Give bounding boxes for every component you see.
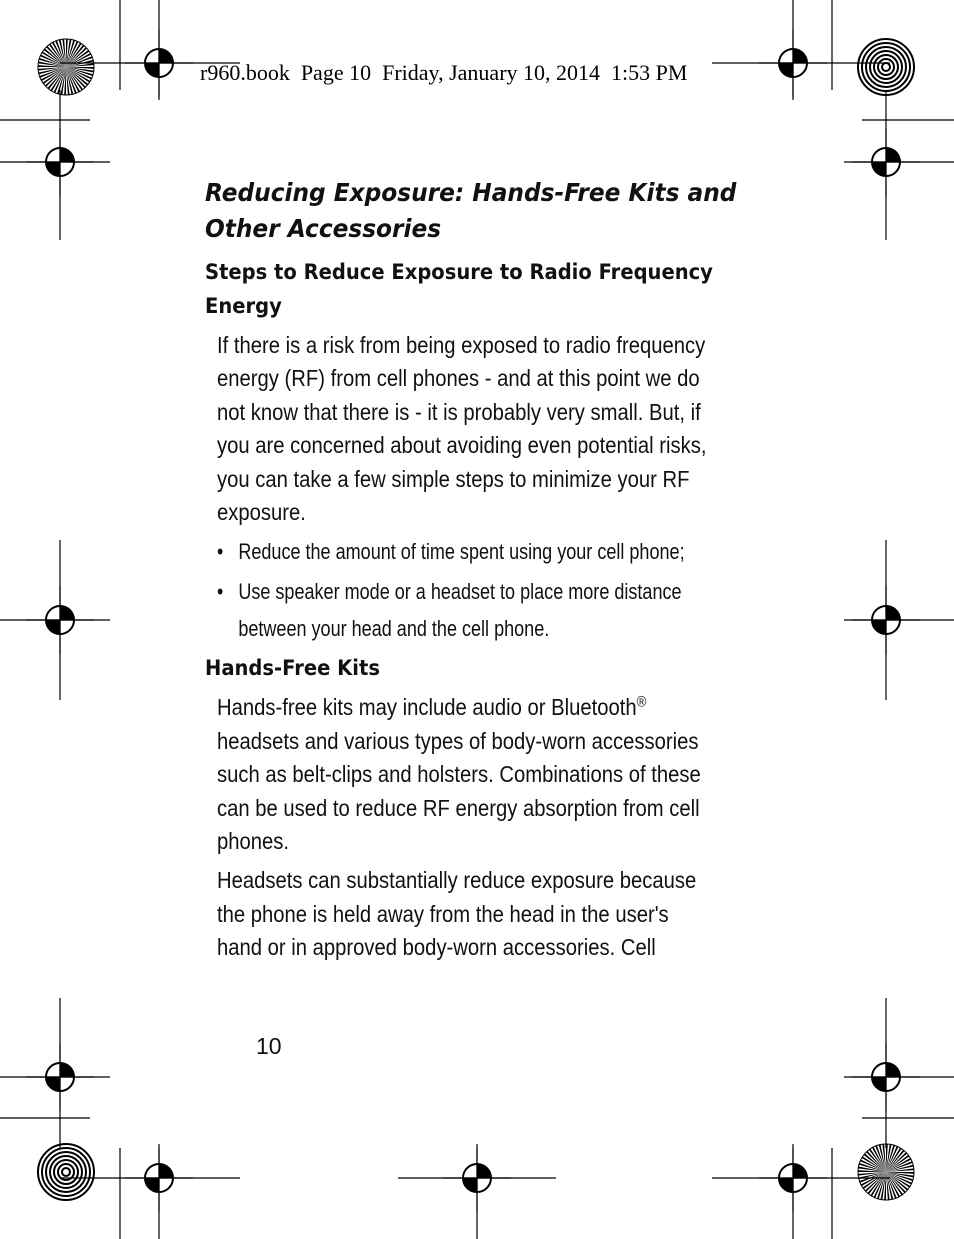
page-content xyxy=(205,175,765,965)
registration-target-fill xyxy=(145,63,159,77)
text-line: you can take a few simple steps to minimize your RF xyxy=(217,465,690,492)
text-line: can be used to reduce RF energy absorption from cell xyxy=(217,794,700,821)
registration-target-fill xyxy=(886,1063,900,1077)
registration-target-fill xyxy=(60,1063,74,1077)
ring xyxy=(46,1152,86,1192)
registration-target-fill xyxy=(793,1164,807,1178)
registration-target-fill xyxy=(886,148,900,162)
text-line: exposure. xyxy=(217,499,306,526)
text-line: Hands-free kits may include audio or Bluetooth xyxy=(217,694,637,721)
section-heading-steps-line-2: Energy xyxy=(205,294,282,318)
starburst-rays xyxy=(38,39,94,95)
text-line: headsets and various types of body-worn accessories xyxy=(217,727,699,754)
concentric-rings-icon xyxy=(38,1144,94,1200)
registration-target-fill xyxy=(60,606,74,620)
text-line: If there is a risk from being exposed to radio frequency xyxy=(217,332,706,358)
concentric-rings-icon xyxy=(858,39,914,95)
page-heading-line-1: Reducing Exposure: Hands-Free Kits and xyxy=(205,178,737,207)
hands-free-paragraph-1 xyxy=(217,691,763,858)
text-line: phones. xyxy=(217,828,290,855)
bullet-icon: • xyxy=(217,579,224,605)
hands-free-paragraph-2 xyxy=(217,864,763,964)
registration-target-fill xyxy=(46,1077,60,1091)
ring xyxy=(62,1168,70,1176)
text-line: between your head and the cell phone. xyxy=(238,616,550,642)
section-heading-hands-free-kits: Hands-Free Kits xyxy=(205,656,380,681)
registration-target-fill xyxy=(463,1178,477,1192)
ring xyxy=(882,63,890,71)
registration-target-fill xyxy=(60,148,74,162)
steps-bullet-list xyxy=(217,533,750,647)
registration-target-fill xyxy=(46,620,60,634)
section-heading-steps-line-1: Steps to Reduce Exposure to Radio Frequency xyxy=(205,260,713,284)
text-line: not know that there is - it is probably very small. But, if xyxy=(217,398,701,425)
text-line: the phone is held away from the head in the user's xyxy=(217,900,669,927)
registered-trademark-symbol: ® xyxy=(636,693,647,711)
registration-target-fill xyxy=(779,1178,793,1192)
registration-target-fill xyxy=(872,1077,886,1091)
registration-target-fill xyxy=(159,1164,173,1178)
registration-target-fill xyxy=(159,49,173,63)
section-heading-steps xyxy=(205,255,763,323)
text-line: energy (RF) from cell phones - and at this point we do xyxy=(217,365,700,392)
registration-target-fill xyxy=(886,606,900,620)
text-line: you are concerned about avoiding even potential risks, xyxy=(217,432,707,459)
ring xyxy=(866,47,906,87)
registration-target-fill xyxy=(793,49,807,63)
registration-target-fill xyxy=(872,162,886,176)
registration-target-fill xyxy=(872,620,886,634)
steps-paragraph xyxy=(217,329,763,529)
text-line: Headsets can substantially reduce exposure because xyxy=(217,867,697,894)
ring xyxy=(878,59,894,75)
bullet-icon: • xyxy=(217,539,224,565)
page-heading-line-2: Other Accessories xyxy=(205,214,442,243)
text-line: hand or in approved body-worn accessories. Cell xyxy=(217,934,656,961)
page-heading xyxy=(205,175,763,247)
registration-target-fill xyxy=(46,162,60,176)
page-number: 10 xyxy=(256,1033,282,1059)
text-line: such as belt-clips and holsters. Combinations of these xyxy=(217,761,701,788)
list-item xyxy=(217,533,750,570)
registration-target-fill xyxy=(145,1178,159,1192)
text-line: Reduce the amount of time spent using your cell phone; xyxy=(238,539,685,565)
registration-target-fill xyxy=(779,63,793,77)
print-slug-line: r960.book Page 10 Friday, January 10, 2014 1:53 PM xyxy=(200,60,688,85)
registration-target-fill xyxy=(477,1164,491,1178)
text-line: Use speaker mode or a headset to place more distance xyxy=(238,579,682,605)
list-item xyxy=(217,573,750,647)
